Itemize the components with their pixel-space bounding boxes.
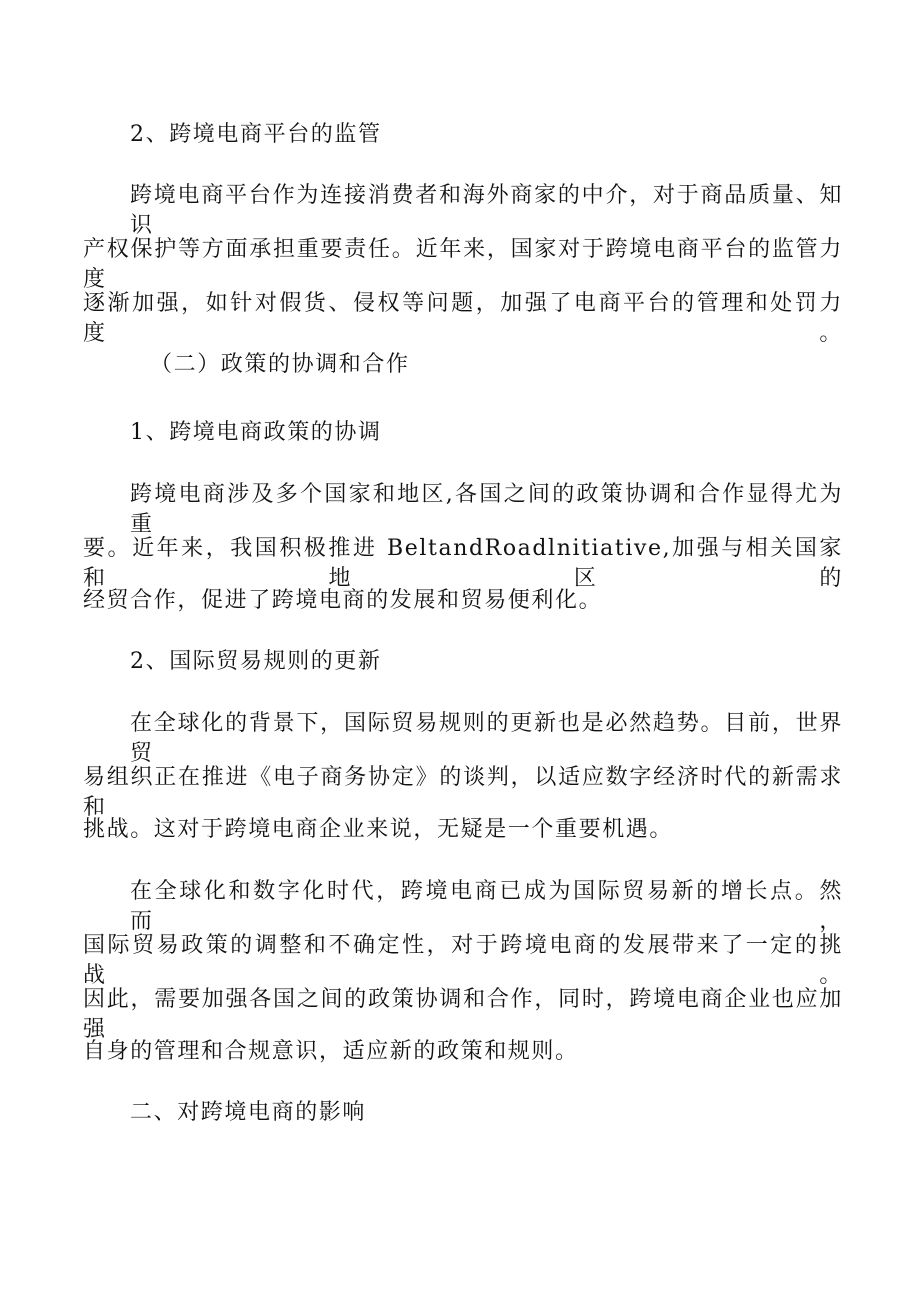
paragraph-line: 经贸合作，促进了跨境电商的发展和贸易便利化。 [83,588,603,613]
paragraph-line: 在全球化和数字化时代，跨境电商已成为国际贸易新的增长点。然而， [130,879,843,934]
paragraph-line: 产权保护等方面承担重要责任。近年来，国家对于跨境电商平台的监管力度 [83,237,843,292]
heading-policy-coordination: 1、跨境电商政策的协调 [130,420,382,445]
paragraph-line: 在全球化的背景下，国际贸易规则的更新也是必然趋势。目前，世界贸 [130,711,843,766]
paragraph-line: 跨境电商平台作为连接消费者和海外商家的中介，对于商品质量、知识 [130,183,843,238]
paragraph-line: 要。近年来，我国积极推进 BeltandRoadlnitiative,加强与相关国家和地区的 [83,536,843,591]
heading-platform-supervision: 2、跨境电商平台的监管 [130,122,382,147]
paragraph-line: 逐渐加强，如针对假货、侵权等问题，加强了电商平台的管理和处罚力度。 [83,291,843,346]
paragraph-line: 挑战。这对于跨境电商企业来说，无疑是一个重要机遇。 [83,817,674,842]
section-heading-impact: 二、对跨境电商的影响 [130,1100,367,1125]
paragraph-line: 因此，需要加强各国之间的政策协调和合作，同时，跨境电商企业也应加强 [83,987,843,1042]
paragraph-line: 跨境电商涉及多个国家和地区,各国之间的政策协调和合作显得尤为重 [130,482,843,537]
heading-trade-rules: 2、国际贸易规则的更新 [130,649,382,674]
paragraph-line: 自身的管理和合规意识，适应新的政策和规则。 [83,1039,579,1064]
paragraph-line: 国际贸易政策的调整和不确定性，对于跨境电商的发展带来了一定的挑战。 [83,933,843,988]
section-heading-coordination: （二）政策的协调和合作 [150,352,410,377]
paragraph-line: 易组织正在推进《电子商务协定》的谈判，以适应数字经济时代的新需求和 [83,765,843,820]
